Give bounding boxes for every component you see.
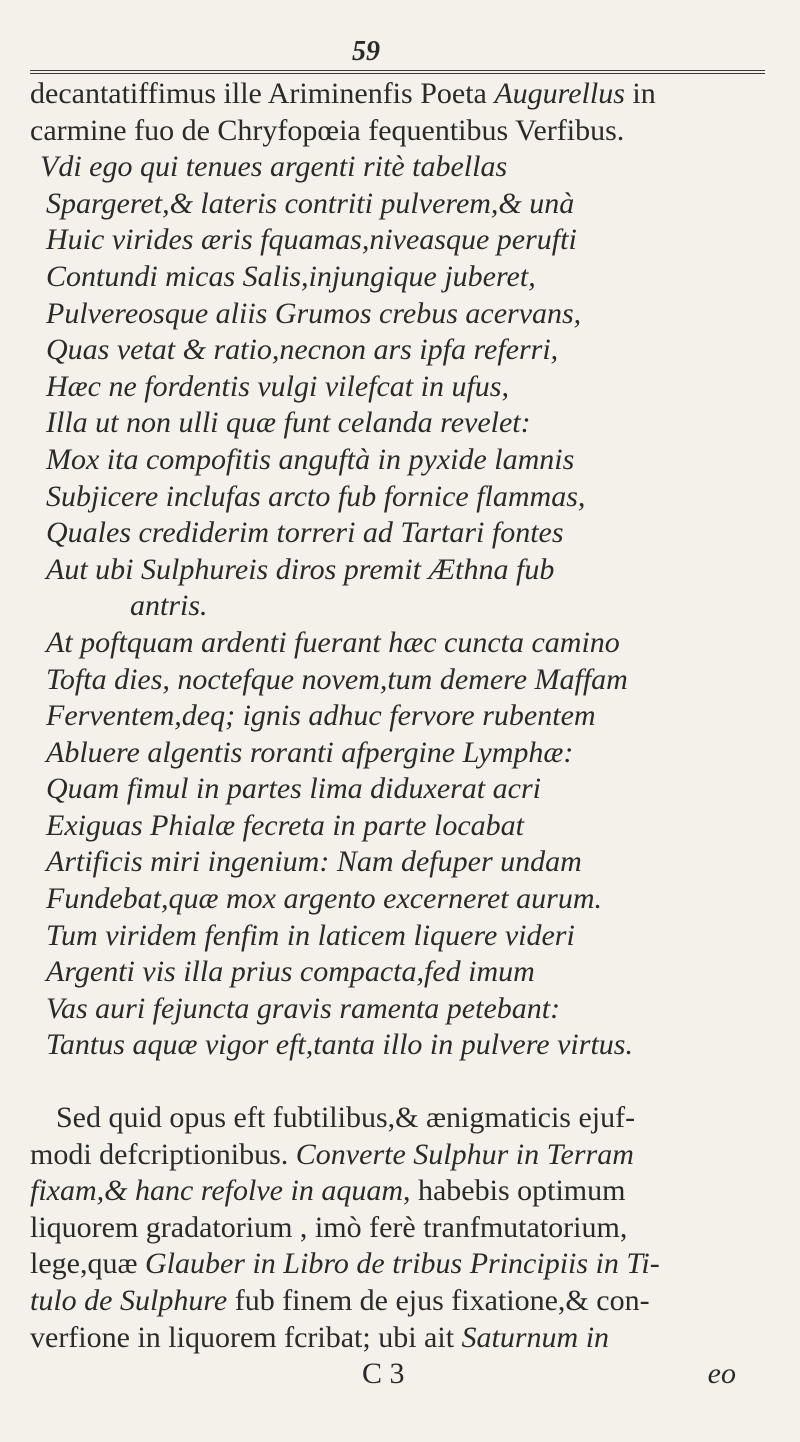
verse-line: Contundi micas Salis,injungique juberet, bbox=[46, 259, 536, 293]
verse-line: Vas auri fejuncta gravis ramenta petebant: bbox=[46, 991, 561, 1025]
prose-line: Sed quid opus eft fubtilibus,& ænigmaticis ejuf- bbox=[56, 1101, 636, 1135]
page-footer bbox=[30, 1356, 770, 1393]
prose-line: lege,quæ Glauber in Libro de tribus Principiis in Ti- bbox=[30, 1247, 660, 1281]
header-rule bbox=[30, 70, 765, 74]
prose-line: modi defcriptionibus. Converte Sulphur in Terram bbox=[30, 1137, 634, 1171]
verse-line: Quas vetat & ratio,necnon ars ipfa referri, bbox=[46, 333, 559, 367]
verse-line: Hæc ne fordentis vulgi vilefcat in ufus, bbox=[46, 369, 509, 403]
verse-line: Pulvereosque aliis Grumos crebus acervans, bbox=[46, 296, 582, 330]
prose-line: tulo de Sulphure fub finem de ejus fixatione,& con- bbox=[30, 1284, 650, 1317]
verse-line: Huic virides æris fquamas,niveasque perufti bbox=[46, 223, 577, 257]
prose-line: decantatiffimus ille Ariminenfis Poeta Augurellus in bbox=[30, 77, 656, 110]
verse-line: Subjicere inclufas arcto fub fornice flammas, bbox=[46, 479, 586, 513]
verse-line: Artificis miri ingenium: Nam defuper undam bbox=[46, 845, 582, 879]
verse-line: antris. bbox=[130, 589, 208, 623]
verse-line: Tofta dies, noctefque novem,tum demere Maffam bbox=[46, 662, 628, 696]
verse-line: Mox ita compofitis anguftà in pyxide lamnis bbox=[46, 442, 575, 476]
verse-line: Tum viridem fenfim in laticem liquere videri bbox=[46, 918, 575, 952]
verse-line: Tantus aquæ vigor eft,tanta illo in pulvere virtus. bbox=[46, 1028, 633, 1062]
verse-line: Illa ut non ulli quæ funt celanda revelet: bbox=[46, 406, 531, 440]
verse-line: Argenti vis illa prius compacta,fed imum bbox=[46, 955, 535, 989]
prose-line: fixam,& hanc refolve in aquam, habebis optimum bbox=[30, 1174, 626, 1208]
page-number: 59 bbox=[352, 36, 380, 67]
catchword: eo bbox=[707, 1357, 736, 1391]
verse-line: Fundebat,quæ mox argento excerneret aurum. bbox=[46, 882, 602, 916]
verse-line: Quales crediderim torreri ad Tartari fontes bbox=[46, 516, 564, 550]
signature-mark: C 3 bbox=[362, 1357, 405, 1391]
page-text bbox=[30, 76, 770, 1393]
prose-line: carmine fuo de Chryfopœia fequentibus Verfibus. bbox=[30, 113, 625, 147]
paragraph-gap bbox=[30, 1064, 770, 1100]
prose-line: verfione in liquorem fcribat; ubi ait Saturnum in bbox=[30, 1320, 610, 1354]
verse-line: Spargeret,& lateris contriti pulverem,& unà bbox=[46, 186, 575, 220]
verse-line: Aut ubi Sulphureis diros premit Æthna fub bbox=[46, 552, 555, 586]
verse-line: Ferventem,deq; ignis adhuc fervore rubentem bbox=[46, 699, 596, 733]
verse-line: Exiguas Phialæ fecreta in parte locabat bbox=[46, 808, 524, 842]
verse-line: Abluere algentis roranti afpergine Lymphæ: bbox=[46, 735, 574, 769]
verse-line: Quam fimul in partes lima diduxerat acri bbox=[46, 772, 541, 806]
verse-line: Vdi ego qui tenues argenti ritè tabellas bbox=[40, 150, 508, 184]
verse-line: At poftquam ardenti fuerant hæc cuncta camino bbox=[46, 625, 620, 659]
prose-line: liquorem gradatorium , imò ferè tranfmutatorium, bbox=[30, 1210, 628, 1244]
